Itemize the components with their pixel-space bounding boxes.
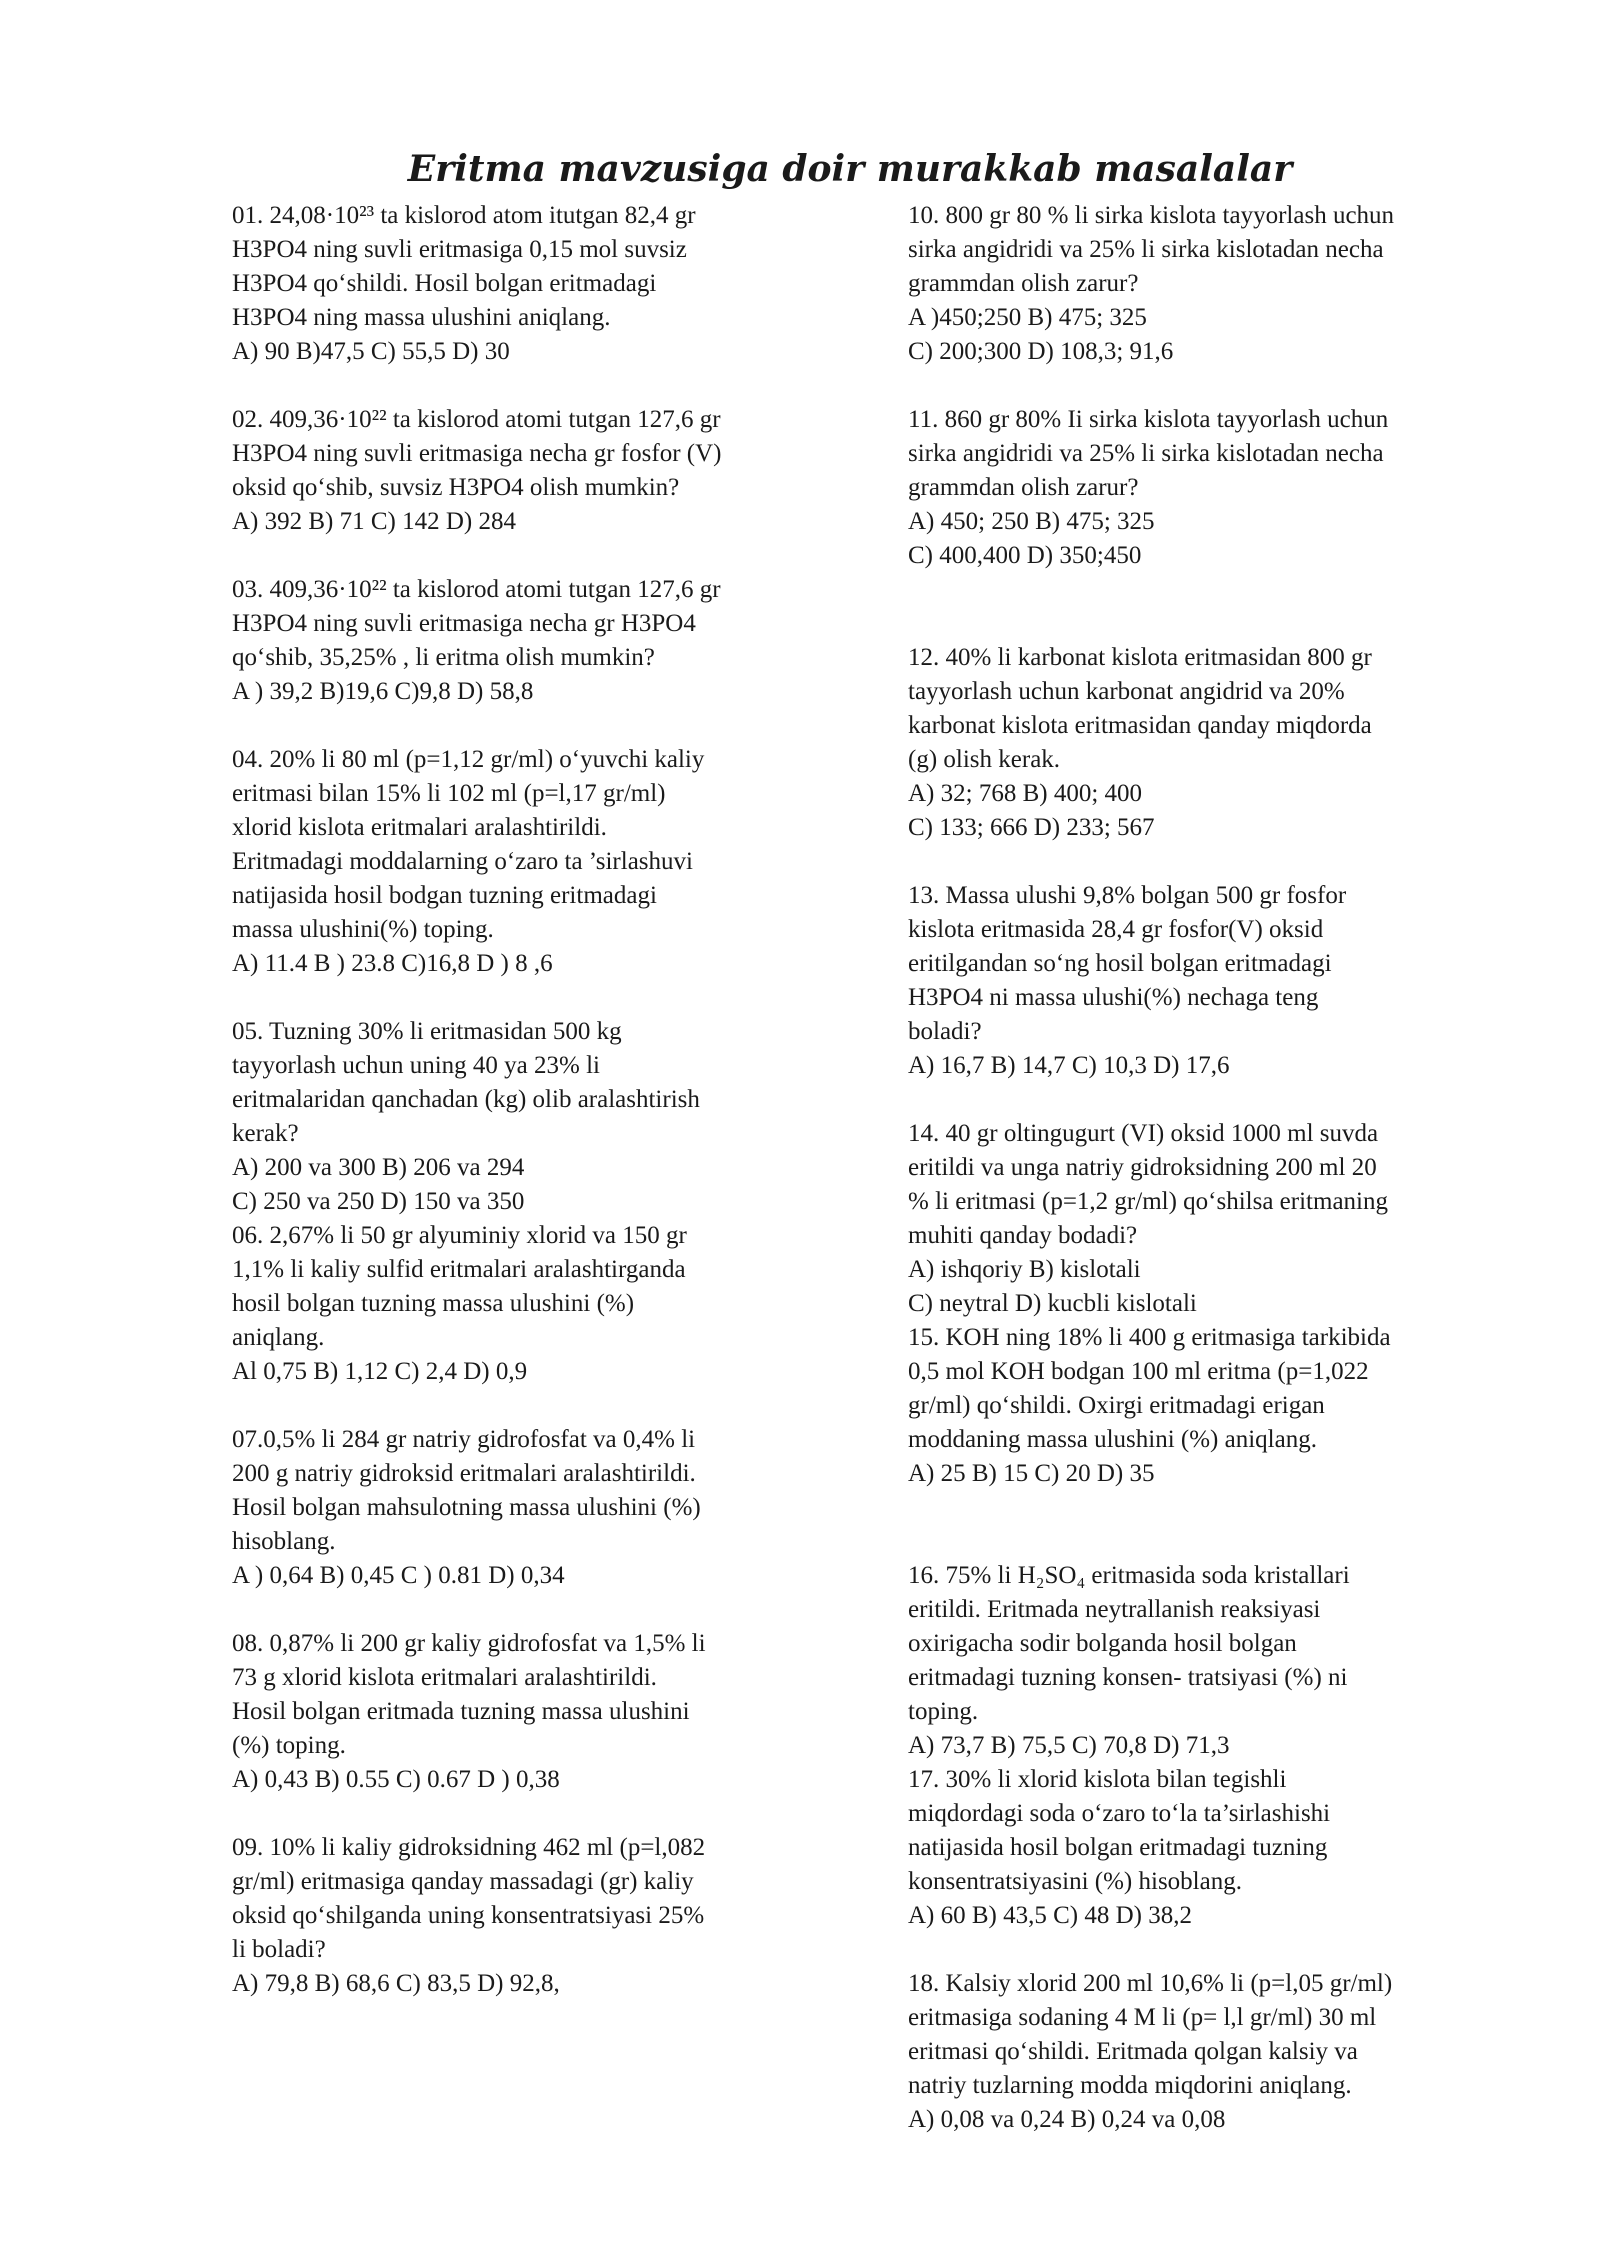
question-line: H3PO4 ning massa ulushini aniqlang. (232, 304, 611, 331)
question-line: boladi? (908, 1018, 982, 1045)
question-line: Hosil bolgan eritmada tuzning massa ulushini (232, 1698, 690, 1725)
blank-spacer (908, 1525, 1548, 1559)
question-line: sirka angidridi va 25% li sirka kislotadan necha (908, 236, 1384, 263)
question-line: kerak? (232, 1120, 299, 1147)
question-line: natriy tuzlarning modda miqdorini aniqlang. (908, 2072, 1352, 2099)
question-line: H3PO4 ning suvli eritmasiga necha gr H3PO4 (232, 610, 696, 637)
question-line: (%) toping. (232, 1732, 346, 1759)
question-line: 10. 800 gr 80 % li sirka kislota tayyorlash uchun (908, 202, 1395, 229)
question-line: 04. 20% li 80 ml (p=1,12 gr/ml) o‘yuvchi kaliy (232, 746, 705, 773)
question-line: moddaning massa ulushini (%) aniqlang. (908, 1426, 1317, 1453)
question-line: H3PO4 ni massa ulushi(%) nechaga teng (908, 984, 1319, 1011)
question-line: eritilgandan so‘ng hosil bolgan eritmadagi (908, 950, 1332, 977)
question-line: eritildi. Eritmada neytrallanish reaksiyasi (908, 1596, 1321, 1623)
question-item (232, 1015, 872, 1219)
question-line: H3PO4 ning suvli eritmasiga 0,15 mol suvsiz (232, 236, 687, 263)
question-line: A) 25 B) 15 C) 20 D) 35 (908, 1460, 1155, 1487)
question-line: 0,5 mol KOH bodgan 100 ml eritma (p=1,022 (908, 1358, 1369, 1385)
question-line: 73 g xlorid kislota eritmalari aralashtirildi. (232, 1664, 657, 1691)
question-line: 17. 30% li xlorid kislota bilan tegishli (908, 1766, 1287, 1793)
question-line: sirka angidridi va 25% li sirka kislotadan necha (908, 440, 1384, 467)
question-item (232, 199, 872, 369)
question-line: 200 g natriy gidroksid eritmalari aralashtirildi. (232, 1460, 696, 1487)
question-line: hisoblang. (232, 1528, 336, 1555)
question-line: A) 11.4 B ) 23.8 C)16,8 D ) 8 ,6 (232, 950, 553, 977)
question-item (908, 1763, 1548, 1933)
question-line: 03. 409,36·10²² ta kislorod atomi tutgan 127,6 gr (232, 576, 721, 603)
question-line: gr/ml) eritmasiga qanday massadagi (gr) kaliy (232, 1868, 694, 1895)
question-line: eritildi va unga natriy gidroksidning 200 ml 20 (908, 1154, 1377, 1181)
blank-spacer (908, 607, 1548, 641)
question-line: C) neytral D) kucbli kislotali (908, 1290, 1197, 1317)
question-line: hosil bolgan tuzning massa ulushini (%) (232, 1290, 635, 1317)
question-line: C) 133; 666 D) 233; 567 (908, 814, 1155, 841)
question-item (232, 1627, 872, 1797)
question-line: xlorid kislota eritmalari aralashtirildi. (232, 814, 607, 841)
question-line: oksid qo‘shilganda uning konsentratsiyasi 25% (232, 1902, 705, 1929)
question-line: A) 60 B) 43,5 C) 48 D) 38,2 (908, 1902, 1193, 1929)
question-item (232, 403, 872, 539)
question-line: grammdan olish zarur? (908, 474, 1139, 501)
question-line: oxirigacha sodir bolganda hosil bolgan (908, 1630, 1297, 1657)
question-line: qo‘shib, 35,25% , li eritma olish mumkin? (232, 644, 655, 671)
question-line: A) ishqoriy B) kislotali (908, 1256, 1141, 1283)
question-line: 16. 75% li H₂SO₄ eritmasida soda kristallari (908, 1562, 1350, 1589)
question-line: (g) olish kerak. (908, 746, 1061, 773)
question-line: natijasida hosil bolgan eritmadagi tuzning (908, 1834, 1328, 1861)
question-line: massa ulushini(%) toping. (232, 916, 494, 943)
question-line: karbonat kislota eritmasidan qanday miqdorda (908, 712, 1372, 739)
question-line: natijasida hosil bodgan tuzning eritmadagi (232, 882, 657, 909)
question-line: 01. 24,08·10²³ ta kislorod atom itutgan 82,4 gr (232, 202, 696, 229)
question-line: A) 32; 768 B) 400; 400 (908, 780, 1143, 807)
question-line: A) 200 va 300 B) 206 va 294 (232, 1154, 525, 1181)
question-line: 06. 2,67% li 50 gr alyuminiy xlorid va 150 gr (232, 1222, 687, 1249)
question-line: 05. Tuzning 30% li eritmasidan 500 kg (232, 1018, 622, 1045)
question-line: H3PO4 ning suvli eritmasiga necha gr fosfor (V) (232, 440, 722, 467)
question-line: 11. 860 gr 80% Ii sirka kislota tayyorlash uchun (908, 406, 1389, 433)
question-line: A) 450; 250 B) 475; 325 (908, 508, 1155, 535)
question-line: li boladi? (232, 1936, 326, 1963)
question-line: A) 0,43 B) 0.55 C) 0.67 D ) 0,38 (232, 1766, 560, 1793)
question-line: eritmasiga sodaning 4 M li (p= l,l gr/ml) 30 ml (908, 2004, 1377, 2031)
question-item (908, 641, 1548, 845)
question-line: C) 250 va 250 D) 150 va 350 (232, 1188, 525, 1215)
question-line: kislota eritmasida 28,4 gr fosfor(V) oksid (908, 916, 1324, 943)
question-item (908, 199, 1548, 369)
question-item (908, 1559, 1548, 1763)
question-line: 18. Kalsiy xlorid 200 ml 10,6% li (p=l,05 gr/ml) (908, 1970, 1393, 1997)
question-item (908, 1967, 1548, 2137)
question-line: oksid qo‘shib, suvsiz H3PO4 olish mumkin? (232, 474, 680, 501)
question-line: Hosil bolgan mahsulotning massa ulushini (%) (232, 1494, 701, 1521)
question-line: 07.0,5% li 284 gr natriy gidrofosfat va 0,4% li (232, 1426, 696, 1453)
question-line: 08. 0,87% li 200 gr kaliy gidrofosfat va 1,5% li (232, 1630, 706, 1657)
question-line: aniqlang. (232, 1324, 325, 1351)
question-item (908, 403, 1548, 573)
question-line: grammdan olish zarur? (908, 270, 1139, 297)
question-line: 02. 409,36·10²² ta kislorod atomi tutgan 127,6 gr (232, 406, 721, 433)
question-line: A )450;250 B) 475; 325 (908, 304, 1147, 331)
question-item (232, 573, 872, 709)
question-line: 12. 40% li karbonat kislota eritmasidan 800 gr (908, 644, 1372, 671)
question-line: 14. 40 gr oltingugurt (VI) oksid 1000 ml suvda (908, 1120, 1379, 1147)
question-item (232, 1219, 872, 1389)
question-line: A) 0,08 va 0,24 B) 0,24 va 0,08 (908, 2106, 1226, 2133)
question-line: 13. Massa ulushi 9,8% bolgan 500 gr fosfor (908, 882, 1347, 909)
question-line: gr/ml) qo‘shildi. Oxirgi eritmadagi erigan (908, 1392, 1325, 1419)
question-line: C) 200;300 D) 108,3; 91,6 (908, 338, 1174, 365)
right-column (908, 199, 1548, 2171)
question-item (908, 879, 1548, 1083)
question-line: eritmasi qo‘shildi. Eritmada qolgan kalsiy va (908, 2038, 1358, 2065)
question-line: miqdordagi soda o‘zaro to‘la ta’sirlashishi (908, 1800, 1331, 1827)
question-line: 15. KOH ning 18% li 400 g eritmasiga tarkibida (908, 1324, 1391, 1351)
question-item (908, 1321, 1548, 1491)
question-line: konsentratsiyasini (%) hisoblang. (908, 1868, 1242, 1895)
question-line: eritmasi bilan 15% li 102 ml (p=l,17 gr/ml) (232, 780, 666, 807)
question-line: C) 400,400 D) 350;450 (908, 542, 1142, 569)
question-item (232, 743, 872, 981)
question-line: toping. (908, 1698, 979, 1725)
question-line: tayyorlash uchun uning 40 ya 23% li (232, 1052, 600, 1079)
question-item (232, 1831, 872, 2001)
question-line: A) 392 B) 71 C) 142 D) 284 (232, 508, 517, 535)
question-line: A) 73,7 B) 75,5 C) 70,8 D) 71,3 (908, 1732, 1230, 1759)
question-line: eritmadagi tuzning konsen- tratsiyasi (%) ni (908, 1664, 1348, 1691)
question-item (908, 1117, 1548, 1321)
question-line: A) 16,7 B) 14,7 C) 10,3 D) 17,6 (908, 1052, 1230, 1079)
question-item (232, 1423, 872, 1593)
question-line: % li eritmasi (p=1,2 gr/ml) qo‘shilsa eritmaning (908, 1188, 1388, 1215)
document-title: Eritma mavzusiga doir murakkab masalalar (407, 148, 1293, 190)
question-line: eritmalaridan qanchadan (kg) olib aralashtirish (232, 1086, 700, 1113)
question-line: A ) 0,64 B) 0,45 C ) 0.81 D) 0,34 (232, 1562, 565, 1589)
question-line: A) 79,8 B) 68,6 C) 83,5 D) 92,8, (232, 1970, 560, 1997)
question-line: A ) 39,2 B)19,6 C)9,8 D) 58,8 (232, 678, 534, 705)
question-line: H3PO4 qo‘shildi. Hosil bolgan eritmadagi (232, 270, 657, 297)
question-line: 1,1% li kaliy sulfid eritmalari aralashtirganda (232, 1256, 686, 1283)
question-line: muhiti qanday bodadi? (908, 1222, 1138, 1249)
question-line: 09. 10% li kaliy gidroksidning 462 ml (p=l,082 (232, 1834, 706, 1861)
left-column (232, 199, 872, 2035)
question-line: tayyorlash uchun karbonat angidrid va 20% (908, 678, 1345, 705)
question-line: A) 90 B)47,5 C) 55,5 D) 30 (232, 338, 510, 365)
question-line: Eritmadagi moddalarning o‘zaro ta ’sirlashuvi (232, 848, 693, 875)
question-line: Al 0,75 B) 1,12 C) 2,4 D) 0,9 (232, 1358, 528, 1385)
